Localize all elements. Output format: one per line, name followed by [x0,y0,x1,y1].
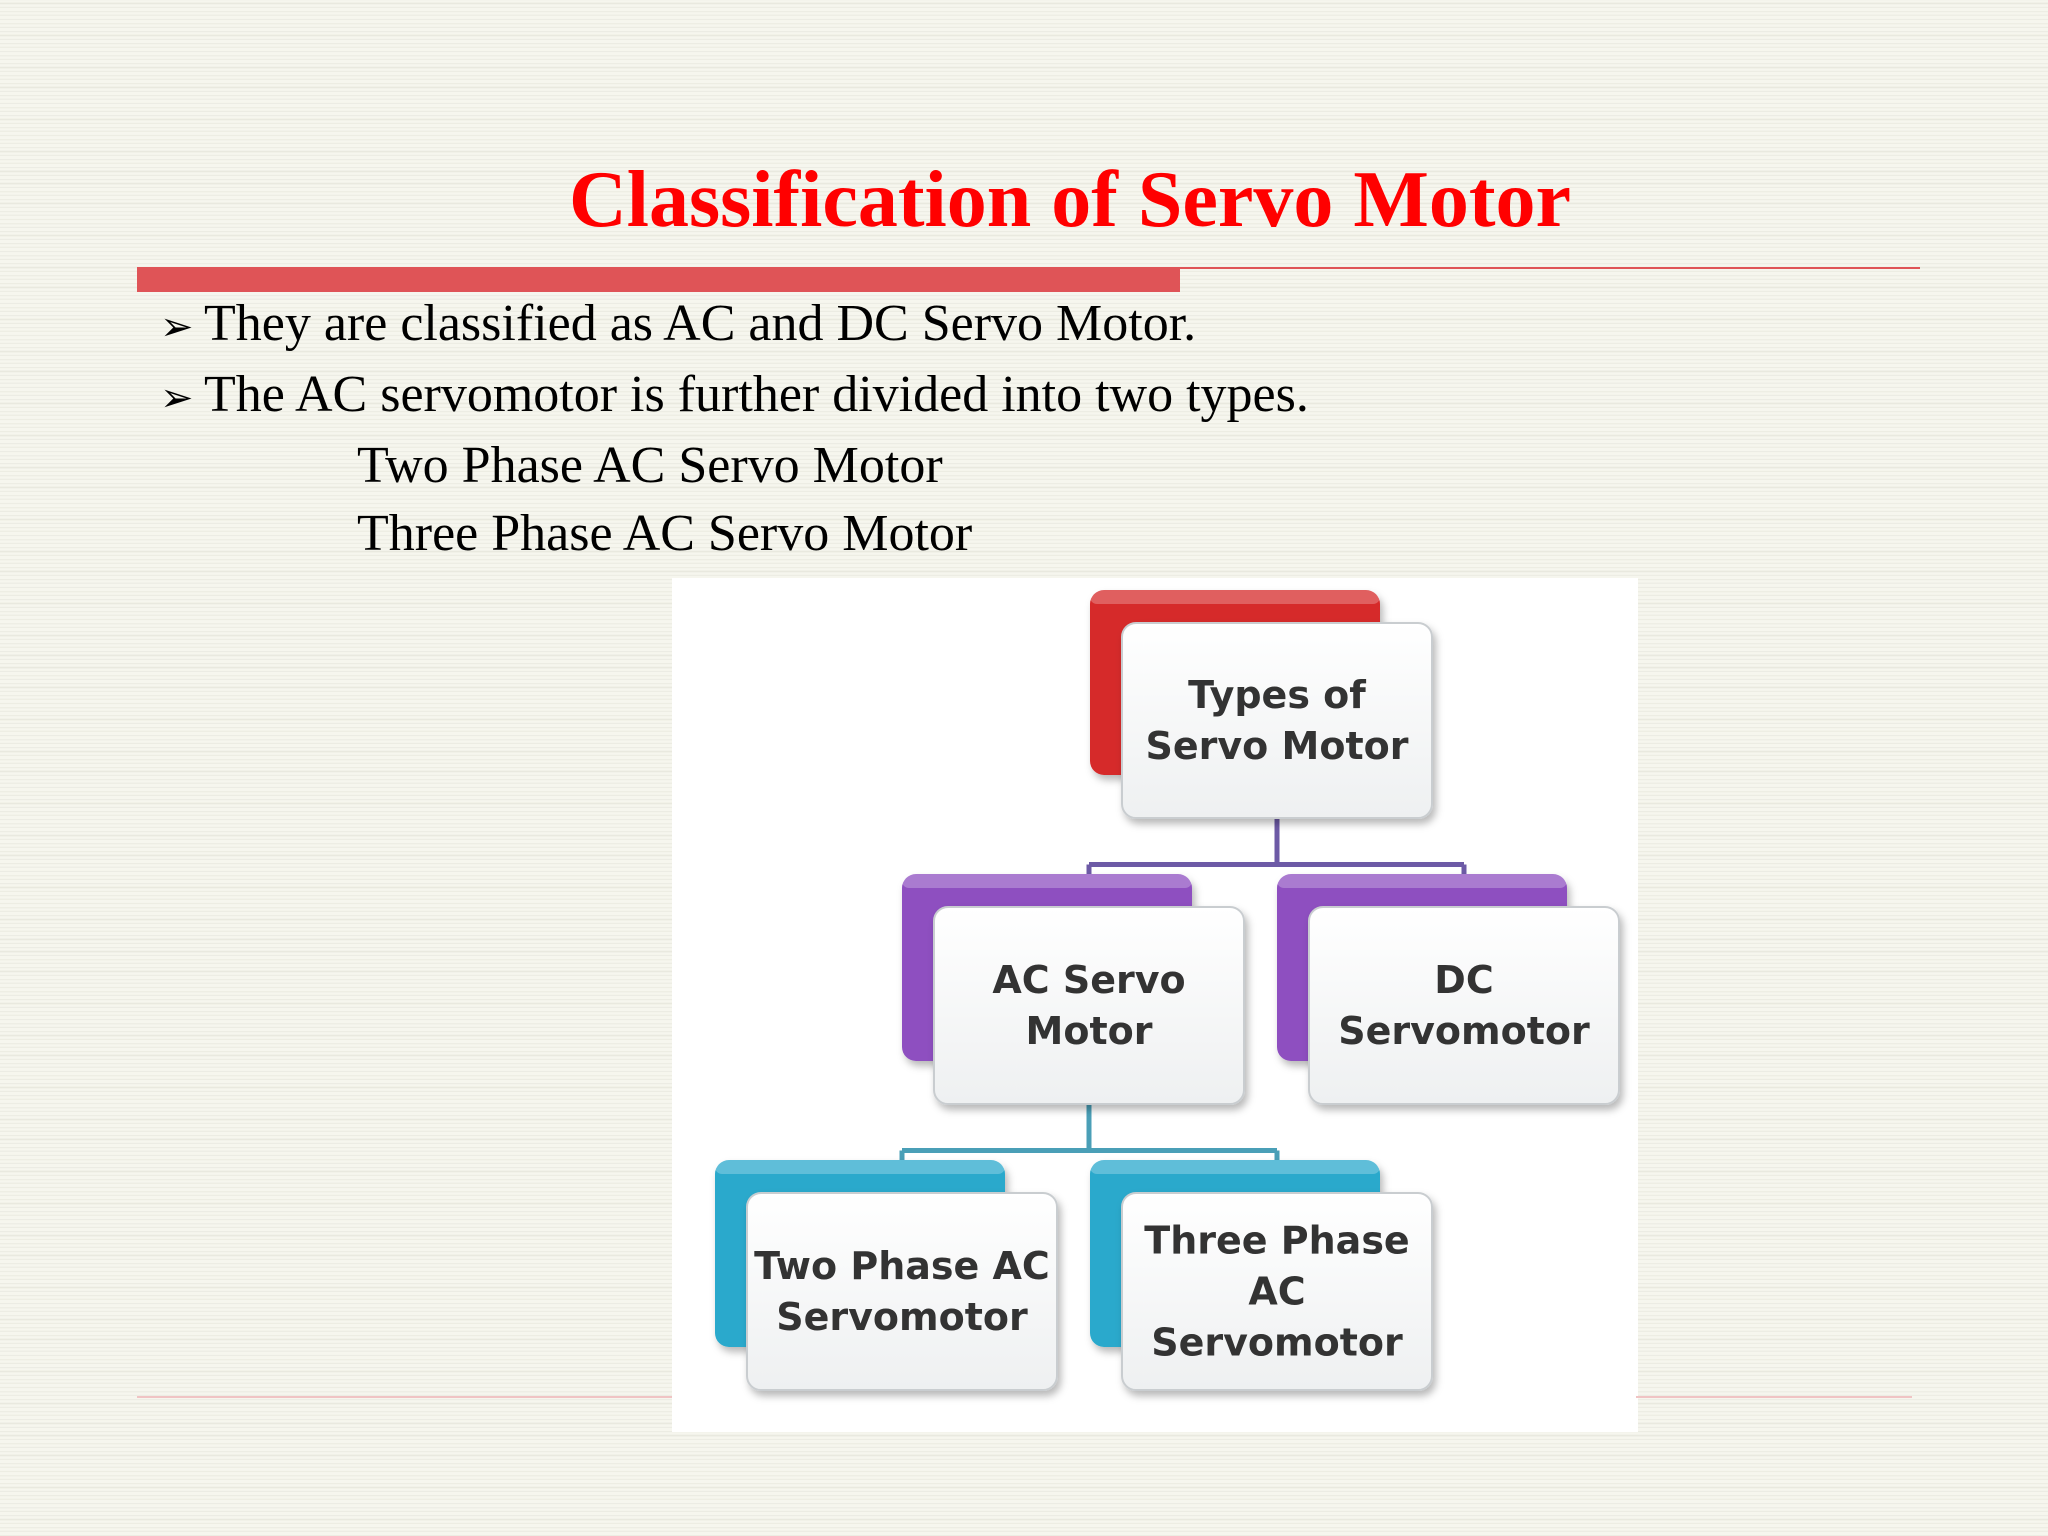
node-accent-highlight [1277,874,1567,888]
node-accent-highlight [715,1160,1005,1174]
classification-diagram [672,578,1638,1432]
diagram-node-root [1090,590,1432,818]
node-accent-highlight [902,874,1192,888]
title-divider-thin [1180,267,1920,269]
node-label-line: DC [1434,958,1494,1002]
title-divider-thick [137,267,1180,292]
node-card [1309,907,1619,1104]
hierarchy-chart [672,578,1638,1432]
bullet-item [160,290,1309,361]
bullet-list [160,290,1309,568]
sub-item: Three Phase AC Servo Motor [357,505,973,562]
slide-title: Classification of Servo Motor [568,155,1572,244]
node-label-line: Two Phase AC [754,1244,1050,1288]
node-card [1122,623,1432,818]
diagram-node-ac [902,874,1244,1104]
node-label-line: Servomotor [1338,1009,1590,1053]
bullet-item [160,361,1309,432]
sub-item: Two Phase AC Servo Motor [357,437,943,494]
node-label-line: Motor [1025,1009,1153,1053]
node-label-line: Servomotor [1151,1320,1403,1365]
node-label-line: Types of [1188,673,1366,717]
node-accent-highlight [1090,590,1380,604]
node-card [747,1193,1057,1390]
arrow-bullet-icon: ➢ [160,375,194,421]
diagram-node-two-phase [715,1160,1057,1390]
footer-divider-left [137,1396,672,1398]
node-label-line: Servo Motor [1145,724,1409,768]
footer-divider-right [1636,1396,1912,1398]
node-label-line: Servomotor [776,1295,1028,1339]
diagram-node-dc [1277,874,1619,1104]
node-accent-highlight [1090,1160,1380,1174]
node-label-line: AC [1248,1269,1306,1314]
bullet-text: They are classified as AC and DC Servo Motor. [204,295,1197,352]
diagram-node-three-phase [1090,1160,1432,1390]
node-card [934,907,1244,1104]
node-label-line: AC Servo [992,958,1186,1002]
bullet-text: The AC servomotor is further divided into two types. [204,366,1309,423]
arrow-bullet-icon: ➢ [160,304,194,350]
node-label-line: Three Phase [1144,1218,1410,1263]
